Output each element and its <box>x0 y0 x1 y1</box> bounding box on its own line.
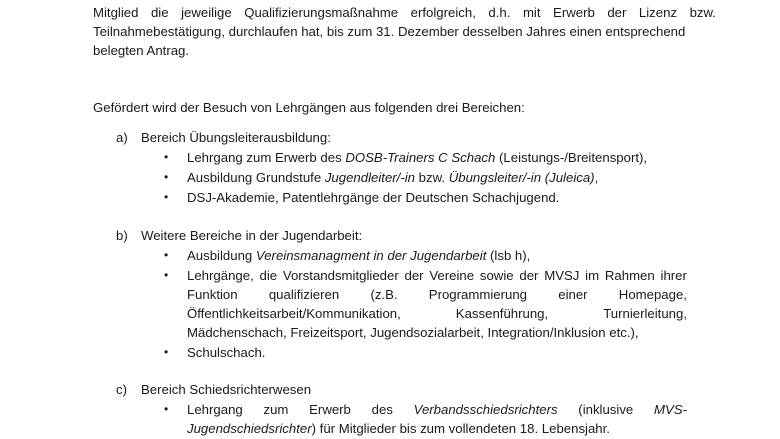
section-a-item-2 <box>187 168 598 187</box>
section-a-item-3: DSJ-Akademie, Patentlehrgänge der Deutschen Schachjugend. <box>187 190 560 205</box>
section-c-title: Bereich Schiedsrichterwesen <box>141 382 312 397</box>
intro-line-2: Teilnahmebestätigung, durchlaufen hat, bis zum 31. Dezember desselben Jahres einen entsprechend <box>93 24 686 39</box>
emphasis: Verbandsschiedsrichters <box>413 402 558 417</box>
section-a-title: Bereich Übungsleiterausbildung: <box>141 130 331 145</box>
text: (lsb h), <box>486 248 531 263</box>
word: die <box>259 268 278 283</box>
section-c-item-1-line-1 <box>187 400 687 419</box>
word: der <box>404 268 424 283</box>
word: Homepage, <box>618 287 687 302</box>
word: Turnierleitung, <box>603 306 687 321</box>
word: Lehrgang <box>187 402 243 417</box>
word: des <box>371 402 393 417</box>
section-c-marker: c) <box>116 382 127 397</box>
emphasis: MVS- <box>654 402 687 417</box>
bullet-icon: • <box>164 190 169 204</box>
word: der <box>607 5 627 20</box>
intro-line-3: belegten Antrag. <box>93 43 190 58</box>
text: ) für Mitglieder bis zum vollendeten 18. Lebensjahr. <box>311 421 610 436</box>
bullet-icon: • <box>164 402 169 416</box>
emphasis: Vereinsmanagment in der Jugendarbeit <box>255 248 487 263</box>
word: zum <box>263 402 289 417</box>
word: Lehrgänge, <box>187 268 254 283</box>
word: Vereine <box>429 268 475 283</box>
bullet-icon: • <box>164 248 169 262</box>
emphasis: DOSB-Trainers C Schach <box>345 150 496 165</box>
text: Lehrgang zum Erwerb des <box>187 150 346 165</box>
word: Qualifizierungsmaßnahme <box>244 5 399 20</box>
word: im <box>585 268 600 283</box>
word: (inklusive <box>578 402 634 417</box>
word: jeweilige <box>181 5 232 20</box>
section-b-item-2-line-2 <box>187 285 687 304</box>
intro-line-1 <box>93 3 716 22</box>
word: sowie <box>479 268 514 283</box>
word: Funktion <box>187 287 238 302</box>
word: Vorstandsmitglieder <box>282 268 399 283</box>
word: Öffentlichkeitsarbeit/Kommunikation, <box>187 306 401 321</box>
word: der <box>519 268 539 283</box>
text: Ausbildung <box>187 248 256 263</box>
text: (Leistungs-/Breitensport), <box>495 150 648 165</box>
word: MVSJ <box>544 268 580 283</box>
word: Mitglied <box>93 5 139 20</box>
section-a-item-1 <box>187 148 647 167</box>
emphasis: Jugendschiedsrichter <box>187 421 312 436</box>
word: Lizenz <box>638 5 678 20</box>
section-c-item-1-line-2 <box>187 419 610 438</box>
funding-heading: Gefördert wird der Besuch von Lehrgängen aus folgenden drei Bereichen: <box>93 100 525 115</box>
section-b-item-2-line-4: Mädchenschach, Freizeitsport, Jugendsozialarbeit, Integration/Inklusion etc.), <box>187 325 639 340</box>
emphasis: Jugendleiter/-in <box>324 170 415 185</box>
section-a-marker: a) <box>116 130 128 145</box>
emphasis: Übungsleiter/-in (Juleica) <box>448 170 595 185</box>
text: Ausbildung Grundstufe <box>187 170 325 185</box>
section-b-title: Weitere Bereiche in der Jugendarbeit: <box>141 228 363 243</box>
word: Kassenführung, <box>455 306 549 321</box>
bullet-icon: • <box>164 345 169 359</box>
word: Programmierung <box>428 287 527 302</box>
word: Rahmen <box>604 268 655 283</box>
word: Erwerb <box>553 5 595 20</box>
word: ihrer <box>660 268 687 283</box>
bullet-icon: • <box>164 150 169 164</box>
bullet-icon: • <box>164 268 169 282</box>
word: d.h. <box>488 5 511 20</box>
section-b-item-2-line-3 <box>187 304 687 323</box>
section-b-item-3: Schulschach. <box>187 345 266 360</box>
word: mit <box>522 5 541 20</box>
word: Erwerb <box>309 402 351 417</box>
section-b-item-2-line-1 <box>187 266 687 285</box>
text: bzw. <box>415 170 449 185</box>
word: qualifizieren <box>268 287 340 302</box>
text: , <box>594 170 599 185</box>
bullet-icon: • <box>164 170 169 184</box>
section-b-item-1 <box>187 246 530 265</box>
section-b-marker: b) <box>116 228 128 243</box>
word: die <box>150 5 169 20</box>
word: (z.B. <box>370 287 398 302</box>
word: bzw. <box>689 5 716 20</box>
word: einer <box>558 287 588 302</box>
word: erfolgreich, <box>410 5 476 20</box>
